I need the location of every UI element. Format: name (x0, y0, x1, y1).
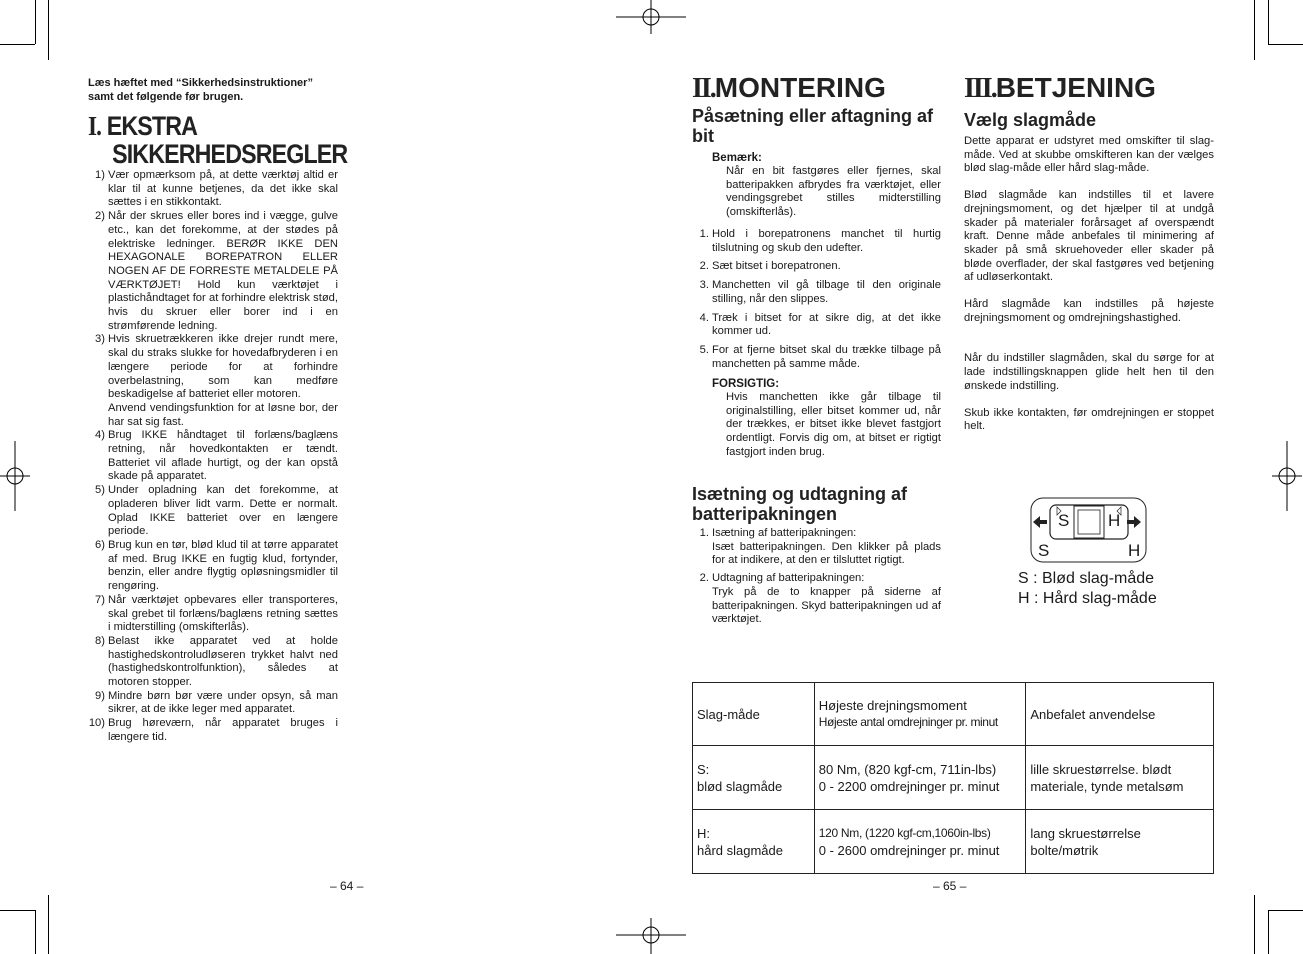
item-text: Hvis skruetrækkeren ikke drejer rundt mere, skal du straks slukke for hovedafbryderen i en længere periode for at forhindre overbelastning, som kan medføre beskadigelse af batteriet eller motoren. (108, 333, 338, 401)
table-row (693, 746, 1214, 810)
item-text: Brug IKKE håndtaget til forlæns/baglæns retning, når hovedkontakten er tændt. Batteriet vil aflade hurtigt, og der kan opstå skade på apparatet. (108, 429, 338, 483)
item-text: Træk i bitset for at sikre dig, at det ikke kommer ud. (712, 311, 941, 338)
item-number: 6) (95, 538, 105, 551)
cell-use-line2: bolte/møtrik (1030, 842, 1099, 858)
subheading-bit: Påsætning eller aftagning af bit (692, 106, 934, 146)
list-item (88, 210, 338, 333)
item-text: Brug høreværn, når apparatet bruges i længere tid. (108, 717, 338, 743)
cell-use-line2: materiale, tynde metalsøm (1030, 778, 1184, 794)
section-title-line2: SIKKERHEDSREGLER (112, 139, 348, 169)
cell-use (1026, 746, 1214, 810)
cell-mode (693, 810, 815, 874)
paragraph: Når du indstiller slagmåden, skal du sørge for at lade indstillingsknappen glide helt hen til den ønskede indstilling. (964, 352, 1214, 392)
header-cell-mode: Slag-måde (693, 683, 815, 746)
item-text: Når der skrues eller bores ind i vægge, gulve etc., kan det forekomme, at der stødes på elektriske ledninger. BERØR IKKE DEN HEXAGONALE BOREPATRON ELLER NOGEN AF DE FORRESTE METALDELE PÅ VÆRKTØJET! Hold kun værktøjet i plastichåndtaget for at forhindre elektrisk stød, hvis du skruer eller borer ind i en strømførende ledning. (108, 210, 338, 332)
item-label: Isætning af batteripakningen: (712, 527, 857, 539)
item-text: Under opladning kan det forekomme, at opladeren bliver lidt varm. Dette er normalt. Oplad IKKE batteriet over en længere periode. (108, 484, 338, 538)
note-text: Når en bit fastgøres eller fjernes, skal batteripakken afbrydes fra værktøjet, eller vendingsgrebet stilles midterstilling (omskifterlås). (726, 165, 941, 219)
item-number: 4) (95, 429, 105, 442)
cell-torque (814, 746, 1026, 810)
section-number: I. (88, 111, 102, 141)
item-number: 4. (699, 311, 709, 324)
section-number: III. (964, 73, 996, 104)
mode-switch-illustration (1030, 497, 1147, 563)
list-item (692, 572, 941, 627)
safety-rules-list (88, 169, 338, 745)
paragraph: Skub ikke kontakten, før omdrejningen er stoppet helt. (964, 406, 1214, 433)
note-label: Bemærk: (712, 152, 762, 164)
caution-text: Hvis manchetten ikke går tilbage til originalstilling, eller bitset kommer ud, når der trækkes, er bitset ikke blevet fastgjort ordentligt. Forvis dig om, at bitset er rigtigt fastgjort inden brug. (726, 391, 941, 458)
item-text: Mindre børn bør være under opsyn, så man sikrer, at de ikke leger med apparatet. (108, 689, 338, 716)
table-row (693, 810, 1214, 874)
cell-mode (693, 746, 815, 810)
item-number: 1) (95, 169, 105, 181)
intro-text: Læs hæftet med “Sikkerhedsinstruktioner” samt det følgende før brugen. (88, 77, 313, 103)
header-rpm-line: Højeste antal omdrejninger pr. minut (818, 715, 998, 729)
item-number: 2. (699, 260, 709, 273)
list-item (692, 312, 941, 339)
list-item (88, 333, 338, 429)
switch-label-h-outer: H (1128, 541, 1141, 560)
cell-mode-name: hård slagmåde (697, 842, 783, 858)
switch-label-h-inner: H (1108, 511, 1121, 530)
switch-label-s-outer: S (1038, 541, 1050, 560)
item-number: 2) (95, 210, 105, 223)
cell-torque-value: 120 Nm, (1220 kgf-cm,1060in-lbs) (818, 825, 991, 840)
table-header-row (693, 683, 1214, 746)
item-text: Belast ikke apparatet ved at holde hastighedskontroludløseren trykket halvt ned (hastighedskontrolfunktion), således at motoren stopper. (108, 634, 338, 689)
subheading-battery: Isætning og udtagning af batteripakningen (692, 484, 907, 524)
battery-steps (692, 527, 941, 627)
legend-soft: S : Blød slag-måde (1018, 570, 1155, 587)
paragraph: Dette apparat er udstyret med omskifter til slag-måde. Ved at skubbe omskifteren kan der vælges blød slag-måde eller hård slag-måde. (964, 135, 1214, 175)
paragraph: Hård slagmåde kan indstilles på højeste drejningsmoment og omdrejningshastighed. (964, 298, 1214, 324)
cell-rpm-value: 0 - 2200 omdrejninger pr. minut (818, 778, 1000, 794)
section-title-line1: EKSTRA (106, 111, 198, 141)
cell-use-line1: lille skruestørrelse. blødt (1030, 761, 1172, 777)
list-item (692, 344, 941, 371)
item-text: Isæt batteripakningen. Den klikker på plads for at indikere, at den er tilsluttet rigtigt. (712, 540, 941, 567)
item-number: 1. (699, 527, 709, 539)
item-number: 2. (699, 572, 709, 585)
cell-torque (814, 810, 1026, 874)
list-item (692, 228, 941, 255)
mode-description (964, 135, 1214, 434)
list-item (88, 484, 338, 539)
item-label: Udtagning af batteripakningen: (712, 572, 865, 585)
list-item (692, 527, 941, 568)
item-text: Manchetten vil gå tilbage til den originale stilling, når den slippes. (712, 279, 941, 305)
item-text: Brug kun en tør, blød klud til at tørre apparatet af med. Brug IKKE en fugtig klud, fortynder, benzin, eller andre flygtig opløsningsmidler til rengøring. (108, 538, 338, 593)
cell-mode-name: blød slagmåde (697, 778, 783, 794)
switch-label-s-inner: S (1058, 511, 1070, 530)
cell-mode-code: H: (697, 825, 710, 841)
header-cell-use: Anbefalet anvendelse (1026, 683, 1214, 746)
item-number: 3) (95, 333, 105, 346)
section-title-montering (692, 72, 886, 105)
list-item (88, 169, 338, 210)
cell-use-line1: lang skruestørrelse (1030, 825, 1141, 841)
list-item (88, 690, 338, 717)
mounting-steps (692, 228, 941, 371)
list-item (692, 260, 941, 274)
item-number: 3. (699, 279, 709, 292)
section-title-safety (88, 112, 347, 168)
caution-block (712, 377, 941, 460)
list-item (88, 635, 338, 690)
item-number: 7) (95, 593, 105, 606)
item-number: 5) (95, 484, 105, 497)
item-number: 8) (95, 634, 105, 647)
list-item (88, 429, 338, 484)
header-cell-torque (814, 683, 1026, 746)
subheading-mode: Vælg slagmåde (964, 110, 1097, 130)
mode-spec-table (692, 682, 1214, 874)
list-item (88, 717, 338, 744)
header-torque-line: Højeste drejningsmoment (818, 698, 967, 713)
legend-hard: H : Hård slag-måde (1018, 590, 1157, 607)
section-title-text: BETJENING (995, 72, 1156, 103)
item-text: Når værktøjet opbevares eller transporteres, skal grebet til forlæns/baglæns retning sættes i midterstilling (omskifterlås). (108, 593, 338, 634)
cell-mode-code: S: (697, 761, 710, 777)
section-number: II. (692, 73, 715, 104)
item-number: 1. (699, 228, 709, 240)
cell-use (1026, 810, 1214, 874)
paragraph: Blød slagmåde kan indstilles til et lavere drejningsmoment, og det hjælper til at undgå skader på materialer forårsaget af overspændt kraft. Denne måde anbefales til minimering af skader på små skruehoveder eller skader på bløde overflader, der skal fastgøres ved betjening af udløserkontakt. (964, 189, 1214, 284)
caution-label: FORSIGTIG: (712, 378, 780, 390)
item-number: 5. (699, 343, 709, 356)
page-number-right: – 65 – (933, 879, 967, 893)
list-item (88, 594, 338, 635)
list-item (692, 279, 941, 306)
item-number: 10) (88, 717, 105, 730)
item-number: 9) (95, 689, 105, 702)
page-number-left: – 64 – (330, 879, 364, 893)
section-title-text: MONTERING (714, 72, 886, 103)
item-extra-text: Anvend vendingsfunktion for at løsne bor, der har sat sig fast. (108, 401, 338, 428)
section-title-betjening (964, 72, 1156, 105)
item-text: Hold i borepatronens manchet til hurtig tilslutning og skub den udefter. (712, 228, 941, 254)
item-text: For at fjerne bitset skal du trække tilbage på manchetten på samme måde. (712, 343, 941, 370)
note-block (712, 151, 941, 220)
item-text: Sæt bitset i borepatronen. (712, 260, 841, 273)
list-item (88, 539, 338, 594)
cell-torque-value: 80 Nm, (820 kgf-cm, 711in-lbs) (818, 761, 997, 777)
item-text: Tryk på de to knapper på siderne af batteripakningen. Skyd batteripakningen ud af værktøjet. (712, 585, 941, 626)
item-text: Vær opmærksom på, at dette værktøj altid er klar til at kunne betjenes, da det ikke skal sættes i en stikkontakt. (108, 169, 338, 209)
cell-rpm-value: 0 - 2600 omdrejninger pr. minut (818, 842, 1000, 858)
